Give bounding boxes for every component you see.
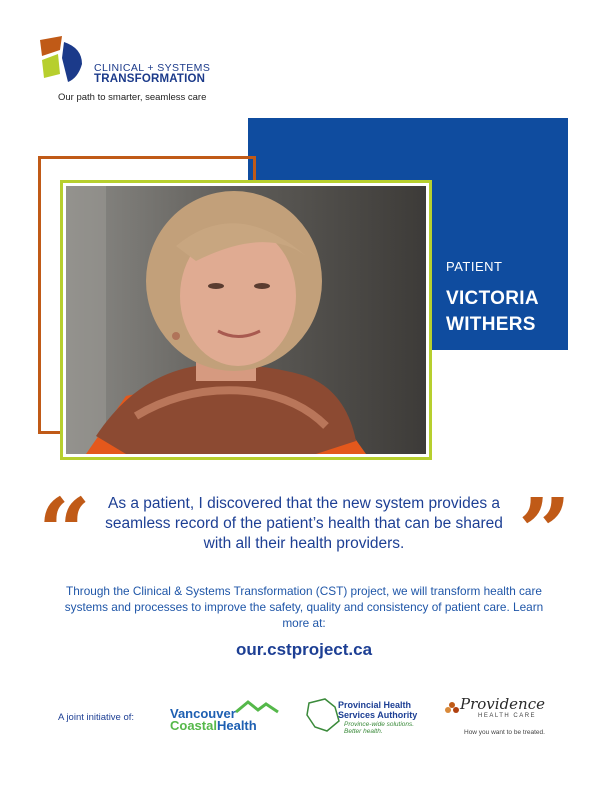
phsa-tagline-line2: Better health. (344, 728, 383, 735)
phsa-tagline-line1: Province-wide solutions. (344, 721, 415, 728)
providence-flower-icon (444, 700, 460, 716)
close-quote-icon: ” (518, 478, 571, 586)
phsa-logo-line1: Provincial Health (338, 700, 412, 710)
providence-logo-sub: HEALTH CARE (478, 713, 537, 719)
patient-role-label: PATIENT (446, 259, 503, 274)
patient-quote: As a patient, I discovered that the new system provides a seamless record of the patient’s health that can be shared with all their health providers. (105, 495, 503, 552)
patient-name: VICTORIA WITHERS (446, 288, 539, 335)
providence-tagline: How you want to be treated. (464, 729, 545, 736)
logo-title-line2: TRANSFORMATION (94, 73, 206, 85)
project-description: Through the Clinical & Systems Transformation (CST) project, we will transform health care systems and processes to improve the safety, quality and consistency of patient care. Learn more at: (64, 584, 544, 630)
open-quote-icon: “ (38, 478, 91, 586)
phsa-logo-line2: Services Authority (338, 710, 418, 720)
vch-logo-line1: Vancouver (170, 706, 236, 721)
cst-logo-icon (38, 34, 86, 84)
patient-photo (66, 186, 426, 454)
providence-logo-name: Providence (460, 695, 545, 713)
logo-title-line1: CLINICAL + SYSTEMS (94, 62, 211, 74)
vch-logo-line2: CoastalHealth (170, 718, 257, 733)
project-url-link[interactable]: our.cstproject.ca (235, 640, 373, 659)
joint-initiative-label: A joint initiative of: (58, 712, 135, 723)
logo-tagline: Our path to smarter, seamless care (58, 92, 207, 103)
